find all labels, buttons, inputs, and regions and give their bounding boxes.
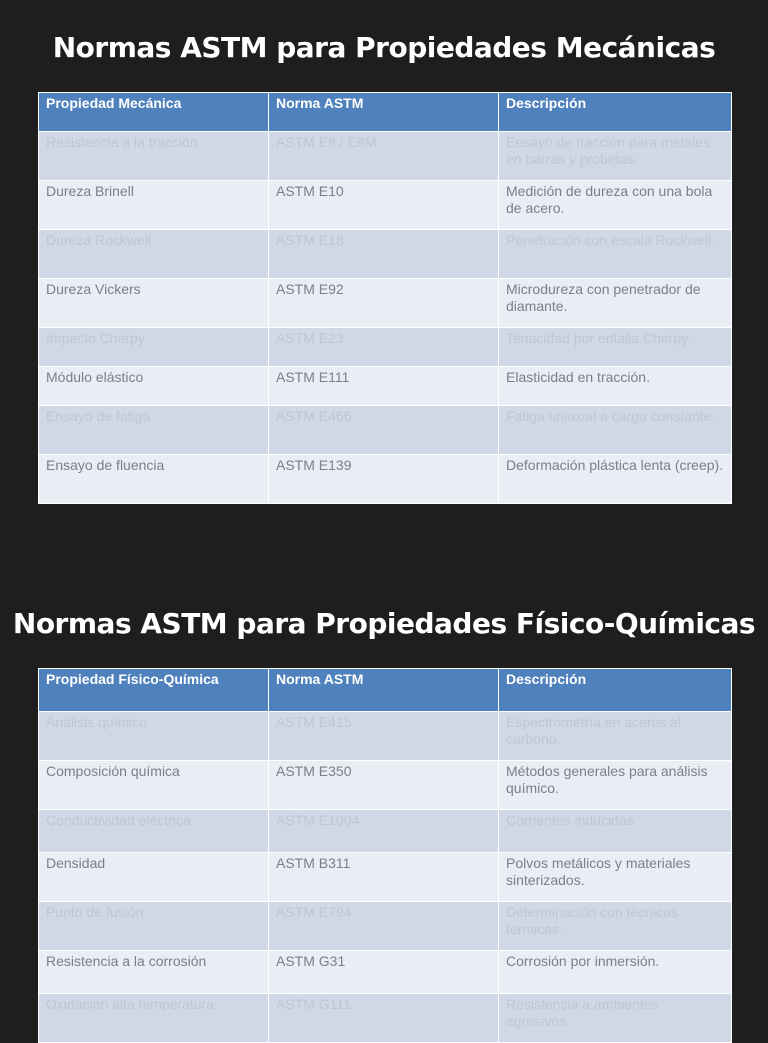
table-row — [39, 455, 732, 504]
cell-descripcion: Resistencia a ambientes agresivos. — [499, 994, 732, 1043]
table-row — [39, 279, 732, 328]
cell-descripcion: Espectrometría en aceros al carbono. — [499, 712, 732, 761]
cell-norma: ASTM E139 — [269, 455, 499, 504]
cell-propiedad: Módulo elástico — [39, 367, 269, 406]
cell-norma: ASTM B311 — [269, 853, 499, 902]
cell-propiedad: Análisis químico — [39, 712, 269, 761]
header-norma: Norma ASTM — [269, 669, 499, 712]
table-propiedades-fisico-quimicas — [38, 668, 732, 1043]
cell-descripcion: Elasticidad en tracción. — [499, 367, 732, 406]
cell-descripcion: Métodos generales para análisis químico. — [499, 761, 732, 810]
cell-propiedad: Impacto Charpy — [39, 328, 269, 367]
header-propiedad: Propiedad Físico-Química — [39, 669, 269, 712]
table-row — [39, 994, 732, 1043]
cell-norma: ASTM G111 — [269, 994, 499, 1043]
cell-descripcion: Corrosión por inmersión. — [499, 951, 732, 994]
header-propiedad: Propiedad Mecánica — [39, 93, 269, 132]
cell-propiedad: Dureza Rockwell — [39, 230, 269, 279]
cell-propiedad: Oxidación alta temperatura — [39, 994, 269, 1043]
cell-descripcion: Polvos metálicos y materiales sinterizados. — [499, 853, 732, 902]
cell-descripcion: Medición de dureza con una bola de acero. — [499, 181, 732, 230]
table-row — [39, 181, 732, 230]
section-title-fisico-quimicas: Normas ASTM para Propiedades Físico-Químicas — [12, 607, 756, 640]
cell-descripcion: Deformación plástica lenta (creep). — [499, 455, 732, 504]
table-row — [39, 367, 732, 406]
cell-descripcion: Penetración con escala Rockwell. — [499, 230, 732, 279]
table-row — [39, 406, 732, 455]
table-header-row — [39, 669, 732, 712]
table-row — [39, 230, 732, 279]
cell-propiedad: Resistencia a la tracción — [39, 132, 269, 181]
cell-propiedad: Punto de fusión — [39, 902, 269, 951]
header-descripcion: Descripción — [499, 93, 732, 132]
cell-propiedad: Resistencia a la corrosión — [39, 951, 269, 994]
table-header-row — [39, 93, 732, 132]
cell-norma: ASTM E92 — [269, 279, 499, 328]
section-title-mecanicas: Normas ASTM para Propiedades Mecánicas — [52, 31, 716, 64]
cell-norma: ASTM E111 — [269, 367, 499, 406]
cell-norma: ASTM E415 — [269, 712, 499, 761]
cell-norma: ASTM E18 — [269, 230, 499, 279]
cell-descripcion: Determinación con técnicas térmicas. — [499, 902, 732, 951]
cell-descripcion: Tenacidad por entalla Charpy. — [499, 328, 732, 367]
table-row — [39, 951, 732, 994]
cell-norma: ASTM E8 / E8M — [269, 132, 499, 181]
cell-descripcion: Microdureza con penetrador de diamante. — [499, 279, 732, 328]
cell-propiedad: Ensayo de fluencia — [39, 455, 269, 504]
cell-norma: ASTM G31 — [269, 951, 499, 994]
table-row — [39, 810, 732, 853]
table-row — [39, 853, 732, 902]
cell-propiedad: Composición química — [39, 761, 269, 810]
table-row — [39, 902, 732, 951]
table-row — [39, 761, 732, 810]
table-row — [39, 712, 732, 761]
header-norma: Norma ASTM — [269, 93, 499, 132]
cell-propiedad: Conductividad eléctrica — [39, 810, 269, 853]
cell-descripcion: Ensayo de tracción para metales en barras y probetas. — [499, 132, 732, 181]
cell-propiedad: Densidad — [39, 853, 269, 902]
table-row — [39, 328, 732, 367]
cell-norma: ASTM E10 — [269, 181, 499, 230]
cell-propiedad: Dureza Brinell — [39, 181, 269, 230]
cell-descripcion: Fatiga uniaxial a carga constante. — [499, 406, 732, 455]
cell-norma: ASTM E1004 — [269, 810, 499, 853]
cell-descripcion: Corrientes inducidas. — [499, 810, 732, 853]
header-descripcion: Descripción — [499, 669, 732, 712]
table-row — [39, 132, 732, 181]
cell-norma: ASTM E794 — [269, 902, 499, 951]
table-propiedades-mecanicas — [38, 92, 732, 504]
cell-propiedad: Dureza Vickers — [39, 279, 269, 328]
cell-norma: ASTM E350 — [269, 761, 499, 810]
cell-norma: ASTM E466 — [269, 406, 499, 455]
cell-propiedad: Ensayo de fatiga — [39, 406, 269, 455]
cell-norma: ASTM E23 — [269, 328, 499, 367]
